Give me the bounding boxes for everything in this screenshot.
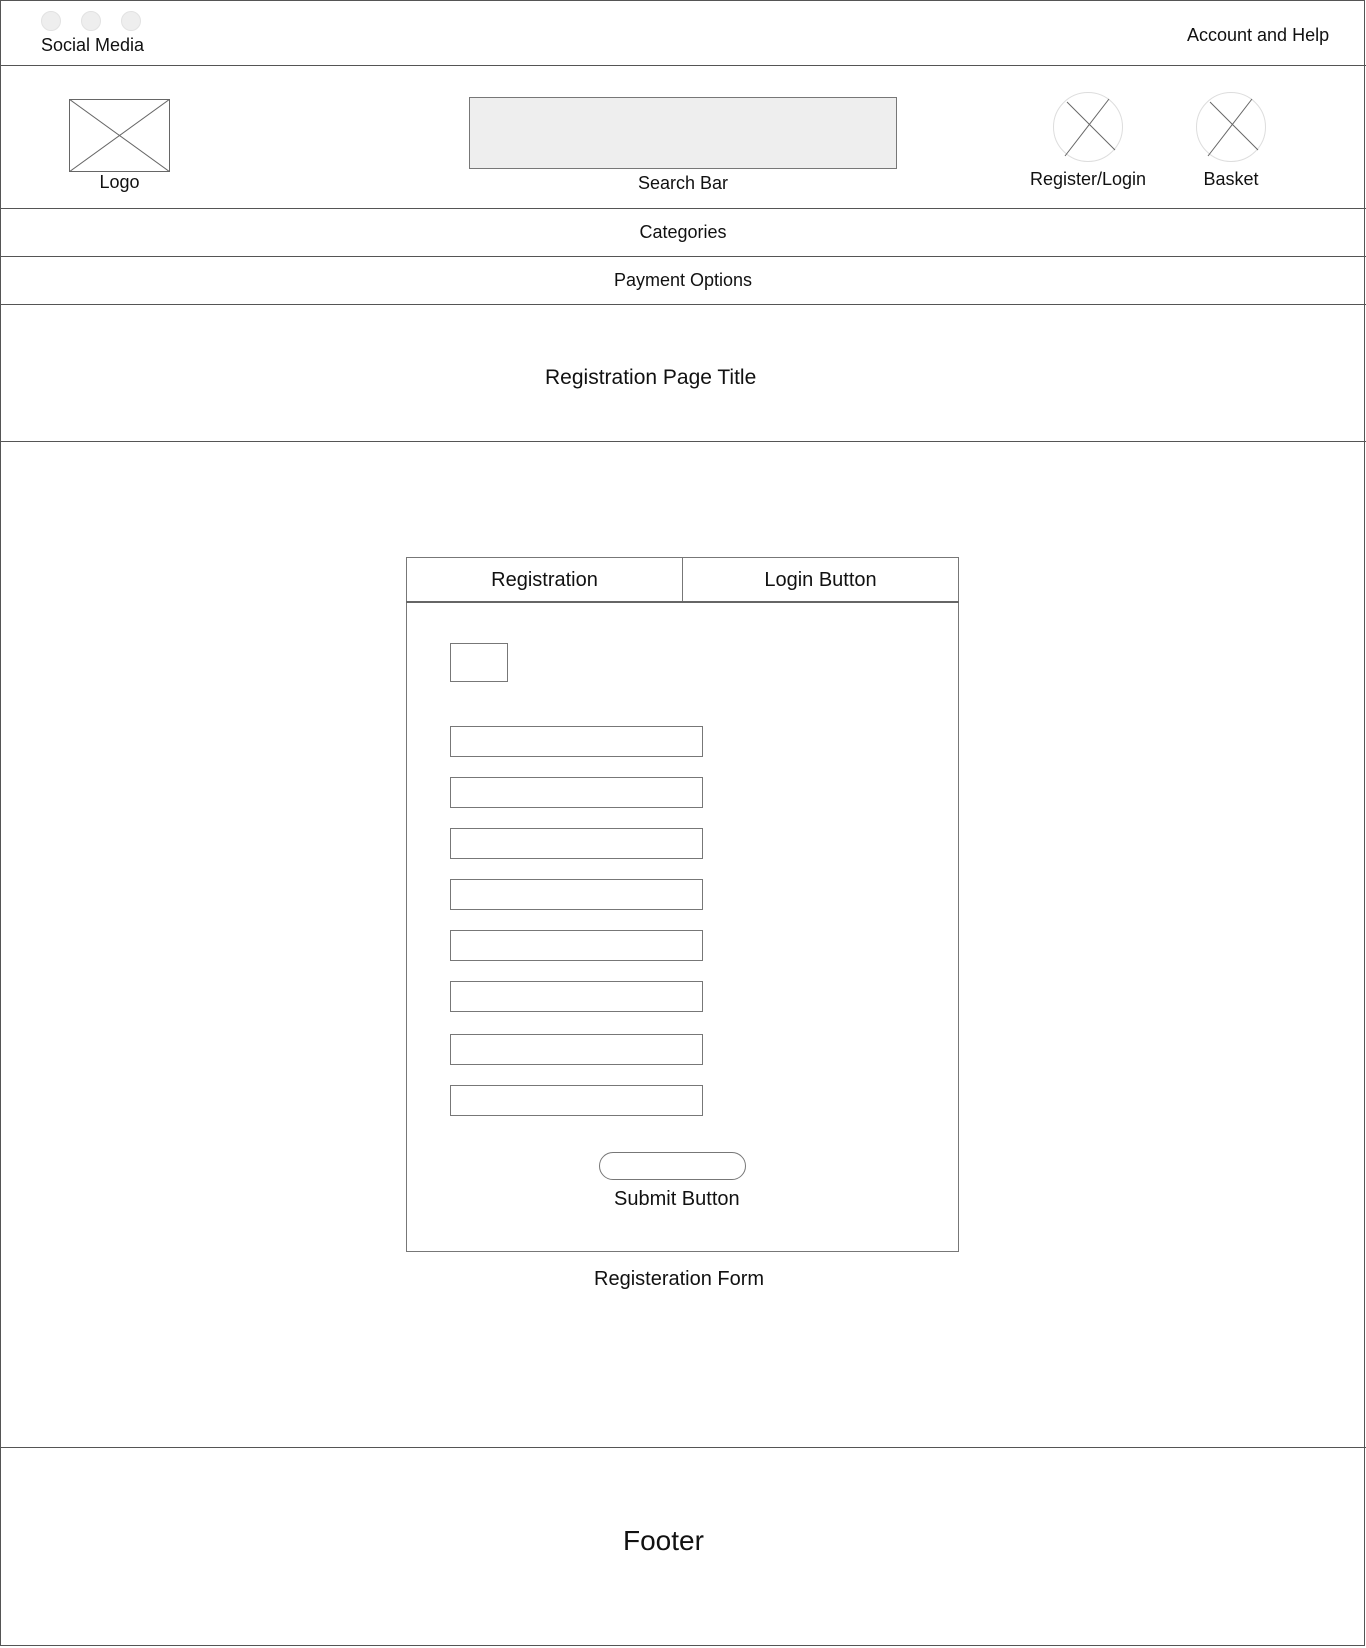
image-placeholder-icon [1196, 92, 1266, 162]
submit-button[interactable] [599, 1152, 746, 1180]
form-field-3[interactable] [450, 828, 703, 859]
payment-options-nav[interactable]: Payment Options [613, 270, 753, 290]
divider-footer [0, 1447, 1366, 1448]
image-placeholder-icon [1053, 92, 1123, 162]
divider-topbar [0, 65, 1366, 66]
account-help-link[interactable]: Account and Help [1187, 25, 1330, 45]
tab-login-button[interactable]: Login Button [682, 557, 959, 602]
footer-label: Footer [623, 1525, 704, 1556]
form-image-placeholder [450, 643, 508, 682]
form-field-4[interactable] [450, 879, 703, 910]
image-placeholder-icon [69, 99, 170, 172]
form-field-8[interactable] [450, 1085, 703, 1116]
tab-registration[interactable]: Registration [406, 557, 683, 602]
logo-image[interactable] [69, 99, 170, 172]
form-field-6[interactable] [450, 981, 703, 1012]
social-media-icon-2[interactable] [81, 11, 101, 31]
registration-form-caption: Registeration Form [594, 1268, 765, 1290]
form-field-7[interactable] [450, 1034, 703, 1065]
logo-label: Logo [99, 172, 140, 192]
divider-header [0, 208, 1366, 209]
social-media-label: Social Media [41, 35, 145, 55]
basket-label: Basket [1203, 169, 1259, 189]
social-media-icon-1[interactable] [41, 11, 61, 31]
submit-button-label: Submit Button [614, 1188, 740, 1210]
divider-title [0, 441, 1366, 442]
divider-payment [0, 304, 1366, 305]
categories-nav[interactable]: Categories [639, 222, 727, 242]
page-title: Registration Page Title [545, 366, 757, 389]
divider-categories [0, 256, 1366, 257]
register-login-icon[interactable] [1053, 92, 1123, 162]
search-bar[interactable] [469, 97, 897, 169]
register-login-label: Register/Login [1029, 169, 1147, 189]
form-field-1[interactable] [450, 726, 703, 757]
social-media-icon-3[interactable] [121, 11, 141, 31]
basket-icon[interactable] [1196, 92, 1266, 162]
tab-divider [406, 601, 959, 603]
form-field-2[interactable] [450, 777, 703, 808]
form-field-5[interactable] [450, 930, 703, 961]
search-bar-label: Search Bar [637, 173, 729, 193]
